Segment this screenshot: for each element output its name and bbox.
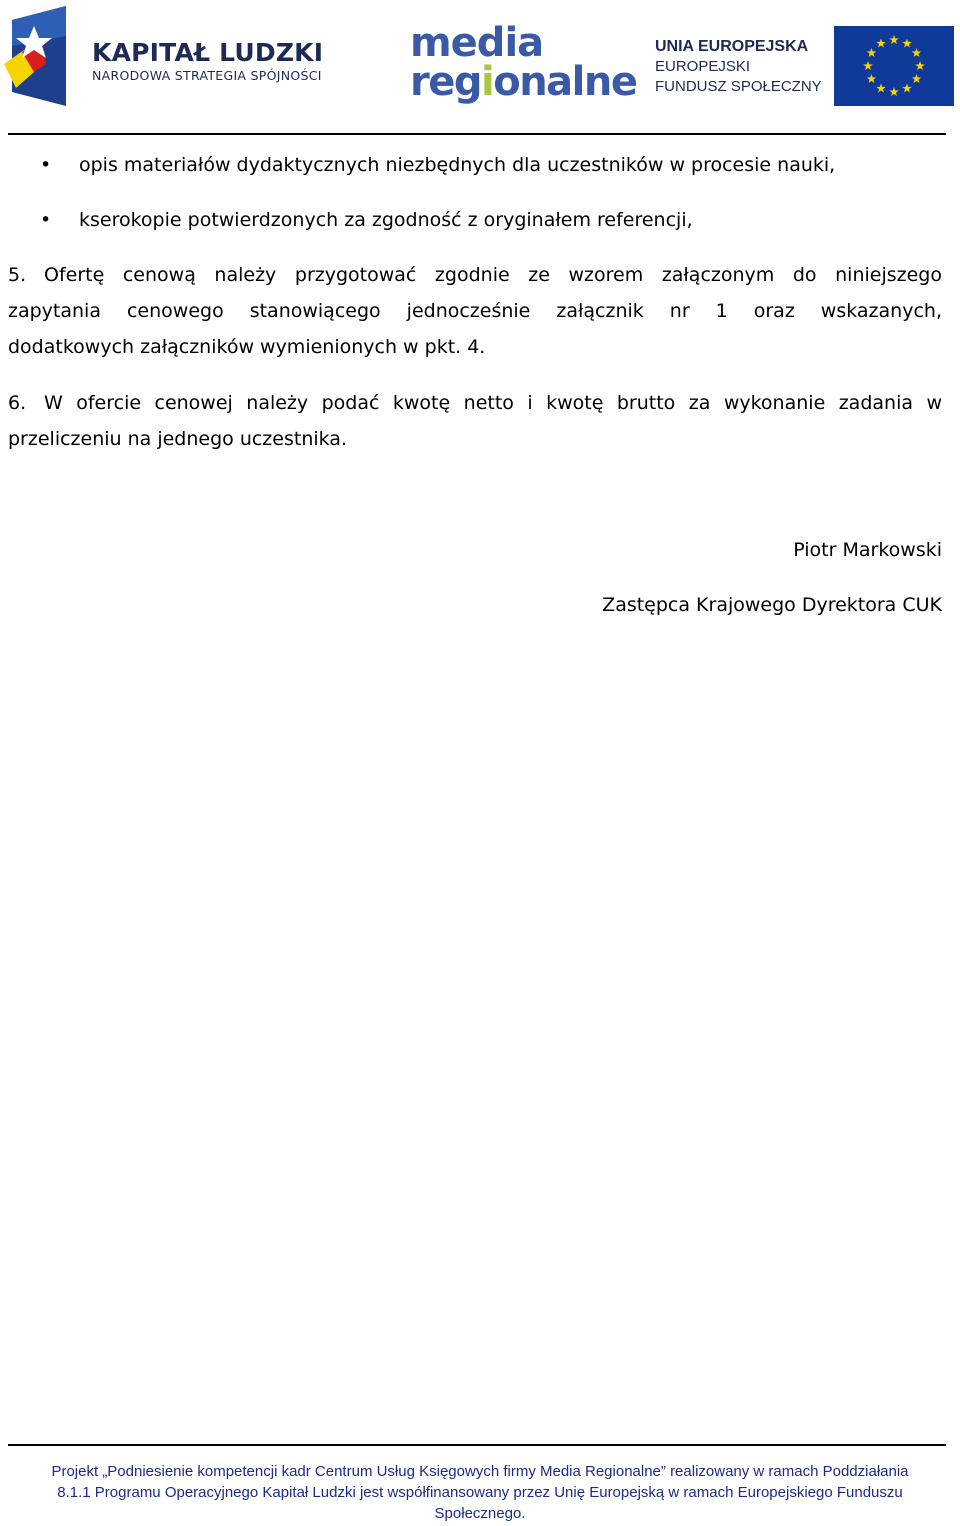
bullet-icon: • bbox=[40, 154, 52, 176]
signature-title: Zastępca Krajowego Dyrektora CUK bbox=[602, 594, 942, 616]
footer-divider bbox=[8, 1444, 946, 1446]
paragraph-lines bbox=[8, 257, 942, 365]
bullet-text: kserokopie potwierdzonych za zgodność z oryginałem referencji, bbox=[79, 209, 693, 231]
eu-line-european: EUROPEJSKI bbox=[655, 58, 751, 75]
kapital-ludzki-subtitle: NARODOWA STRATEGIA SPÓJNOŚCI bbox=[92, 68, 322, 83]
page-header bbox=[0, 0, 960, 120]
item-number: 5. bbox=[8, 264, 27, 286]
media-regionalne-part-b: onalne bbox=[493, 59, 637, 105]
page-footer bbox=[0, 1461, 960, 1524]
paragraph-line: W ofercie cenowej należy podać kwotę netto i kwotę brutto za wykonanie zadania w bbox=[44, 392, 942, 414]
eu-logo-text bbox=[655, 37, 822, 97]
signature-name: Piotr Markowski bbox=[793, 539, 942, 561]
header-divider bbox=[8, 133, 946, 135]
media-regionalne-logo bbox=[410, 20, 637, 105]
kapital-ludzki-title: KAPITAŁ LUDZKI bbox=[92, 38, 324, 67]
media-regionalne-part-dot: i bbox=[481, 59, 494, 105]
paragraph-line: zapytania cenowego stanowiącego jednocześnie załącznik nr 1 oraz wskazanych, bbox=[8, 300, 942, 322]
bullet-icon: • bbox=[40, 209, 52, 231]
paragraph-line: dodatkowych załączników wymienionych w pkt. 4. bbox=[8, 336, 486, 358]
kapital-ludzki-logo bbox=[92, 40, 323, 84]
item-number: 6. bbox=[8, 392, 27, 414]
paragraph-line: przeliczeniu na jednego uczestnika. bbox=[8, 428, 347, 450]
media-regionalne-part-a: reg bbox=[410, 59, 481, 105]
footer-line: 8.1.1 Programu Operacyjnego Kapitał Ludzki jest współfinansowany przez Unię Europejską w ramach Europejskiego Funduszu bbox=[57, 1484, 903, 1501]
bullet-text: opis materiałów dydaktycznych niezbędnych dla uczestników w procesie nauki, bbox=[79, 154, 836, 176]
media-regionalne-line2 bbox=[410, 59, 637, 105]
eu-line-union: UNIA EUROPEJSKA bbox=[655, 38, 809, 55]
media-regionalne-line1: media bbox=[410, 20, 544, 66]
footer-line: Projekt „Podniesienie kompetencji kadr Centrum Usług Księgowych firmy Media Regionalne” realizowany w ramach Poddziałania bbox=[51, 1463, 909, 1480]
footer-line: Społecznego. bbox=[434, 1505, 526, 1522]
paragraph-lines bbox=[8, 385, 942, 457]
eu-flag-icon bbox=[834, 26, 954, 106]
eu-line-social-fund: FUNDUSZ SPOŁECZNY bbox=[655, 78, 822, 95]
paragraph-line: Ofertę cenową należy przygotować zgodnie ze wzorem załączonym do niniejszego bbox=[44, 264, 942, 286]
kapital-ludzki-emblem-icon bbox=[4, 6, 66, 106]
